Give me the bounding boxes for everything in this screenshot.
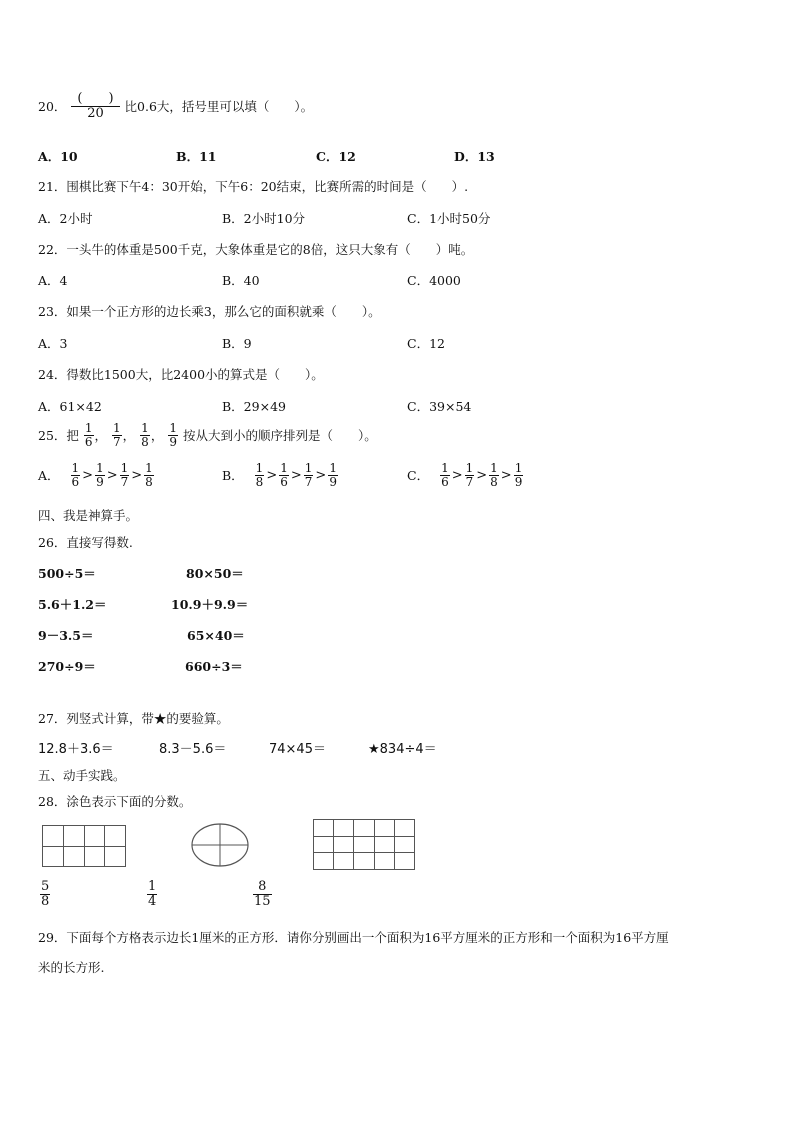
q25-option-fraction-denominator: 8 bbox=[145, 474, 153, 489]
q24-stem: 24．得数比1500大，比2400小的算式是（ ）。 bbox=[38, 367, 324, 382]
q25-option-fraction-numerator: 1 bbox=[465, 461, 474, 475]
q25-option-label: A． bbox=[38, 468, 60, 484]
q28-fraction bbox=[147, 880, 157, 908]
section-4-heading: 四、我是神算手。 bbox=[38, 508, 139, 523]
q27-item: 8.3－5.6＝ bbox=[159, 742, 227, 757]
q25-fraction-denominator: 7 bbox=[113, 434, 121, 449]
q20-text: 比0.6大，括号里可以填（ ）。 bbox=[124, 99, 314, 115]
q27-item: 12.8＋3.6＝ bbox=[38, 742, 114, 757]
q26-item: 80×50＝ bbox=[186, 566, 244, 581]
q25-fraction bbox=[84, 422, 94, 448]
q24-option-a: A．61×42 bbox=[38, 399, 102, 414]
q28-rectangle-grid-15 bbox=[313, 819, 415, 870]
q25-option-fraction bbox=[514, 462, 524, 488]
q27-title: 27．列竖式计算，带★的要验算。 bbox=[38, 711, 229, 726]
q28-circle-quarters bbox=[190, 822, 250, 868]
q28-fraction-denominator: 15 bbox=[254, 893, 271, 909]
q23-option-b: B．9 bbox=[222, 336, 252, 351]
q20-option-b: B．11 bbox=[176, 149, 217, 164]
q29-text-line-2: 米的长方形. bbox=[38, 960, 105, 975]
q25-option-fraction-numerator: 1 bbox=[96, 461, 104, 475]
q25-option-fraction bbox=[328, 462, 338, 488]
q25-option-fraction-numerator: 1 bbox=[441, 461, 449, 475]
q23-stem: 23．如果一个正方形的边长乘3，那么它的面积就乘（ ）。 bbox=[38, 304, 381, 319]
q25-fraction-numerator: 1 bbox=[141, 421, 149, 435]
q25-option-fraction bbox=[465, 462, 475, 488]
q28-fraction bbox=[253, 880, 272, 908]
q25-option-fraction bbox=[304, 462, 314, 488]
q22-stem: 22．一头牛的体重是500千克，大象体重是它的8倍，这只大象有（ ）吨。 bbox=[38, 242, 474, 257]
q25-option-fraction-denominator: 7 bbox=[465, 474, 474, 489]
q25-option-fraction-denominator: 8 bbox=[490, 474, 498, 489]
q28-title: 28．涂色表示下面的分数。 bbox=[38, 794, 192, 809]
section-5-heading: 五、动手实践。 bbox=[38, 768, 126, 783]
q21-option-a: A．2小时 bbox=[38, 211, 93, 226]
q29-text-line-1: 29．下面每个方格表示边长1厘米的正方形．请你分别画出一个面积为16平方厘米的正方形和一个面积为16平方厘 bbox=[38, 930, 669, 945]
q25-fraction bbox=[168, 422, 178, 448]
q25-option-fraction bbox=[71, 462, 81, 488]
q25-option-fraction-denominator: 6 bbox=[441, 474, 449, 489]
q25-prefix: 25．把 bbox=[38, 428, 79, 444]
q21-stem: 21．围棋比赛下午4：30开始，下午6：20结束，比赛所需的时间是（ ）. bbox=[38, 179, 469, 194]
q26-item: 5.6＋1.2＝ bbox=[38, 597, 107, 612]
q20-denominator: 20 bbox=[87, 105, 104, 121]
q25-option-fraction-denominator: 6 bbox=[280, 474, 288, 489]
q25-option-label: B． bbox=[222, 468, 244, 484]
q25-option-fraction bbox=[279, 462, 289, 488]
q25-fraction-denominator: 8 bbox=[141, 434, 149, 449]
q25-option-c: C． $\frac{1}{6}$ > $\frac{1}{7}$ > $\frac{1}{8}$ > $\frac{1}{9}$ bbox=[407, 461, 523, 489]
q23-option-a: A．3 bbox=[38, 336, 68, 351]
q25-fraction-numerator: 1 bbox=[84, 421, 93, 435]
q26-item: 65×40＝ bbox=[187, 628, 245, 643]
q25-option-fraction-numerator: 1 bbox=[71, 461, 80, 475]
q21-option-c: C．1小时50分 bbox=[407, 211, 491, 226]
q26-item: 9－3.5＝ bbox=[38, 628, 94, 643]
q20-number: 20． bbox=[38, 99, 67, 115]
q28-fraction-3 bbox=[252, 880, 273, 908]
q28-rectangle-grid-8 bbox=[42, 825, 126, 867]
q25-option-fraction bbox=[120, 462, 130, 488]
q20-blank-numerator: ( ) bbox=[71, 92, 119, 107]
q22-option-b: B．40 bbox=[222, 273, 260, 288]
q28-fraction-denominator: 8 bbox=[41, 893, 50, 909]
q26-item: 270÷9＝ bbox=[38, 659, 96, 674]
q25-option-fraction-numerator: 1 bbox=[490, 461, 498, 475]
q25-option-fraction-numerator: 1 bbox=[514, 461, 523, 475]
q28-fraction-1 bbox=[39, 880, 51, 908]
q25-option-fraction-numerator: 1 bbox=[145, 461, 153, 475]
q25-option-fraction-denominator: 7 bbox=[304, 474, 313, 489]
q25-option-fraction-numerator: 1 bbox=[255, 461, 264, 475]
q25-fraction-numerator: 1 bbox=[113, 421, 121, 435]
q20-stem bbox=[38, 92, 313, 120]
q25-option-fraction bbox=[144, 462, 154, 488]
q25-fraction-denominator: 6 bbox=[84, 434, 93, 449]
q25-option-fraction-numerator: 1 bbox=[304, 461, 313, 475]
q25-option-fraction bbox=[95, 462, 105, 488]
q25-option-fraction-numerator: 1 bbox=[120, 461, 129, 475]
q27-item-verify: ★834÷4＝ bbox=[368, 742, 437, 757]
q25-fraction-denominator: 9 bbox=[169, 434, 177, 449]
q20-fraction bbox=[71, 92, 119, 120]
q26-item: 10.9＋9.9＝ bbox=[171, 597, 249, 612]
q25-option-fraction bbox=[489, 462, 499, 488]
q28-fraction-2 bbox=[146, 880, 158, 908]
q28-fraction-numerator: 5 bbox=[41, 879, 50, 894]
q25-option-fraction-denominator: 8 bbox=[255, 474, 264, 489]
q25-option-fraction-numerator: 1 bbox=[329, 461, 337, 475]
q22-option-a: A．4 bbox=[38, 273, 68, 288]
q24-option-c: C．39×54 bbox=[407, 399, 472, 414]
q20-option-d: D．13 bbox=[454, 149, 495, 164]
q22-option-c: C．4000 bbox=[407, 273, 461, 288]
q23-option-c: C．12 bbox=[407, 336, 445, 351]
q28-fraction-numerator: 1 bbox=[148, 879, 157, 894]
q25-fraction-numerator: 1 bbox=[169, 421, 177, 435]
q26-item: 500÷5＝ bbox=[38, 566, 96, 581]
q20-option-c: C．12 bbox=[316, 149, 356, 164]
q20-option-a: A．10 bbox=[38, 149, 78, 164]
q21-option-b: B．2小时10分 bbox=[222, 211, 306, 226]
q26-title: 26．直接写得数. bbox=[38, 535, 133, 550]
q25-fraction bbox=[112, 422, 122, 448]
q25-option-fraction-denominator: 6 bbox=[71, 474, 80, 489]
q25-fraction bbox=[140, 422, 150, 448]
q25-option-label: C． bbox=[407, 468, 430, 484]
q25-option-fraction-denominator: 9 bbox=[96, 474, 104, 489]
q25-option-fraction-denominator: 9 bbox=[514, 474, 523, 489]
q25-suffix: 按从大到小的顺序排列是（ ）。 bbox=[182, 428, 377, 444]
q25-option-fraction bbox=[255, 462, 265, 488]
q28-fraction bbox=[40, 880, 50, 908]
q25-option-a: A． $\frac{1}{6}$ > $\frac{1}{9}$ > $\frac{1}{7}$ > $\frac{1}{8}$ bbox=[38, 461, 153, 489]
q28-fraction-denominator: 4 bbox=[148, 893, 157, 909]
q24-option-b: B．29×49 bbox=[222, 399, 286, 414]
q27-item: 74×45＝ bbox=[269, 742, 326, 757]
q25-option-fraction-numerator: 1 bbox=[280, 461, 288, 475]
q26-item: 660÷3＝ bbox=[185, 659, 243, 674]
q25-option-fraction-denominator: 9 bbox=[329, 474, 337, 489]
q28-fraction-numerator: 8 bbox=[253, 880, 272, 895]
q25-stem: 25．把 $\frac{1}{6}$ ， $\frac{1}{7}$ ， $\frac{1}{8}$ ， $\frac{1}{9}$ 按从大到小的顺序排列是（ ）。 bbox=[38, 421, 377, 449]
q25-option-fraction-denominator: 7 bbox=[120, 474, 129, 489]
q25-option-b: B． $\frac{1}{8}$ > $\frac{1}{6}$ > $\frac{1}{7}$ > $\frac{1}{9}$ bbox=[222, 461, 337, 489]
q25-option-fraction bbox=[440, 462, 450, 488]
